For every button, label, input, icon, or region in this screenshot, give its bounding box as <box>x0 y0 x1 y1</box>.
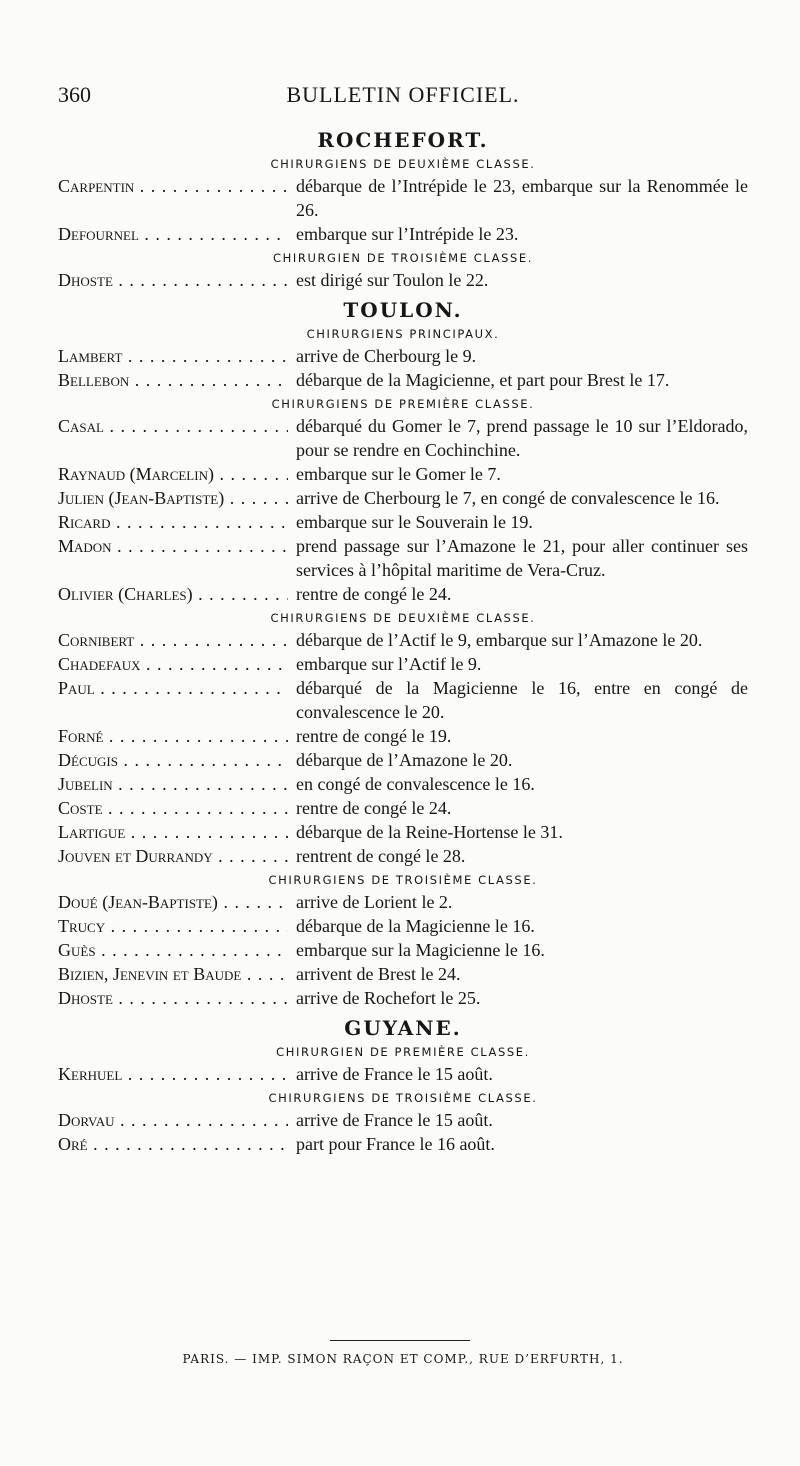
list-item <box>58 676 748 724</box>
surgeon-name: Casal . . . <box>58 414 288 462</box>
page-header <box>58 82 748 112</box>
surgeon-name: Madon . . . <box>58 534 288 582</box>
movement-text: débarqué de la Magicienne le 16, entre en congé de convalescence le 20. <box>296 678 748 722</box>
list-item <box>58 222 748 246</box>
movement-text: rentre de congé le 19. <box>296 726 452 746</box>
list-item <box>58 938 748 962</box>
list-item <box>58 820 748 844</box>
movement-text: arrive de France le 15 août. <box>296 1110 493 1130</box>
list-item <box>58 582 748 606</box>
surgeon-name: Trucy . . . <box>58 914 288 938</box>
list-item <box>58 986 748 1010</box>
list-item <box>58 796 748 820</box>
list-item <box>58 748 748 772</box>
surgeon-name: Dhoste . . . <box>58 986 288 1010</box>
movement-text: débarque de l’Intrépide le 23, embarque sur la Renommée le 26. <box>296 176 748 220</box>
surgeon-name: Lartigue . . . <box>58 820 288 844</box>
rank-heading: CHIRURGIENS DE DEUXIÈME CLASSE. <box>270 157 536 171</box>
movement-text: prend passage sur l’Amazone le 21, pour aller continuer ses services à l’hôpital maritime de Vera-Cruz. <box>296 536 748 580</box>
movement-text: arrive de France le 15 août. <box>296 1064 493 1084</box>
page-number: 360 <box>58 82 91 107</box>
port-heading: GUYANE. <box>344 1016 462 1040</box>
surgeon-name: Carpentin . . . <box>58 174 288 222</box>
surgeon-name: Olivier (Charles) . . . <box>58 582 288 606</box>
main-content <box>58 122 748 1156</box>
port-section <box>58 1016 748 1156</box>
surgeon-name: Chadefaux . . . <box>58 652 288 676</box>
movement-text: rentrent de congé le 28. <box>296 846 466 866</box>
list-item <box>58 844 748 868</box>
movement-text: arrive de Lorient le 2. <box>296 892 453 912</box>
list-item <box>58 174 748 222</box>
surgeon-name: Bizien, Jenevin et Baude . . . <box>58 962 288 986</box>
page-title: BULLETIN OFFICIEL. <box>286 82 520 107</box>
list-item <box>58 1062 748 1086</box>
list-item <box>58 510 748 534</box>
movement-text: embarque sur l’Actif le 9. <box>296 654 482 674</box>
list-item <box>58 1108 748 1132</box>
movement-text: débarque de l’Actif le 9, embarque sur l’Amazone le 20. <box>296 630 703 650</box>
surgeon-name: Raynaud (Marcelin) . . . <box>58 462 288 486</box>
surgeon-name: Dhoste . . . <box>58 268 288 292</box>
list-item <box>58 486 748 510</box>
rank-heading: CHIRURGIENS DE DEUXIÈME CLASSE. <box>270 611 536 625</box>
port-section <box>58 298 748 1010</box>
rank-heading: CHIRURGIEN DE PREMIÈRE CLASSE. <box>276 1045 530 1059</box>
surgeon-name: Bellebon . . . <box>58 368 288 392</box>
list-item <box>58 534 748 582</box>
movement-text: embarque sur l’Intrépide le 23. <box>296 224 519 244</box>
movement-text: est dirigé sur Toulon le 22. <box>296 270 489 290</box>
movement-text: arrive de Rochefort le 25. <box>296 988 481 1008</box>
movement-text: arrive de Cherbourg le 9. <box>296 346 477 366</box>
rank-heading: CHIRURGIENS PRINCIPAUX. <box>306 327 500 341</box>
list-item <box>58 628 748 652</box>
surgeon-name: Defournel . . . <box>58 222 288 246</box>
port-section <box>58 128 748 292</box>
surgeon-name: Dorvau . . . <box>58 1108 288 1132</box>
surgeon-name: Jouven et Durrandy . . . <box>58 844 288 868</box>
surgeon-name: Décugis . . . <box>58 748 288 772</box>
movement-text: débarque de la Magicienne le 16. <box>296 916 535 936</box>
port-heading: ROCHEFORT. <box>317 128 489 152</box>
movement-text: rentre de congé le 24. <box>296 798 452 818</box>
list-item <box>58 268 748 292</box>
list-item <box>58 344 748 368</box>
movement-text: embarque sur la Magicienne le 16. <box>296 940 545 960</box>
surgeon-name: Coste . . . <box>58 796 288 820</box>
rank-heading: CHIRURGIENS DE PREMIÈRE CLASSE. <box>271 397 535 411</box>
list-item <box>58 772 748 796</box>
movement-text: embarque sur le Gomer le 7. <box>296 464 501 484</box>
footer-divider <box>330 1340 470 1341</box>
surgeon-name: Forné . . . <box>58 724 288 748</box>
rank-heading: CHIRURGIENS DE TROISIÈME CLASSE. <box>268 873 538 887</box>
movement-text: débarque de la Magicienne, et part pour Brest le 17. <box>296 370 670 390</box>
surgeon-name: Julien (Jean-Baptiste) . . . <box>58 486 288 510</box>
surgeon-name: Cornibert . . . <box>58 628 288 652</box>
movement-text: embarque sur le Souverain le 19. <box>296 512 533 532</box>
surgeon-name: Paul . . . <box>58 676 288 724</box>
rank-heading: CHIRURGIENS DE TROISIÈME CLASSE. <box>268 1091 538 1105</box>
list-item <box>58 890 748 914</box>
list-item <box>58 1132 748 1156</box>
movement-text: rentre de congé le 24. <box>296 584 452 604</box>
movement-text: débarque de l’Amazone le 20. <box>296 750 513 770</box>
surgeon-name: Lambert . . . <box>58 344 288 368</box>
surgeon-name: Doué (Jean-Baptiste) . . . <box>58 890 288 914</box>
printer-imprint: PARIS. — IMP. SIMON RAÇON ET COMP., RUE D’ERFURTH, 1. <box>182 1352 624 1366</box>
port-heading: TOULON. <box>343 298 463 322</box>
surgeon-name: Kerhuel . . . <box>58 1062 288 1086</box>
movement-text: débarque de la Reine-Hortense le 31. <box>296 822 563 842</box>
list-item <box>58 914 748 938</box>
list-item <box>58 724 748 748</box>
list-item <box>58 652 748 676</box>
list-item <box>58 414 748 462</box>
movement-text: arrive de Cherbourg le 7, en congé de convalescence le 16. <box>296 488 720 508</box>
surgeon-name: Ricard . . . <box>58 510 288 534</box>
surgeon-name: Oré . . . <box>58 1132 288 1156</box>
list-item <box>58 462 748 486</box>
movement-text: débarqué du Gomer le 7, prend passage le 10 sur l’Eldorado, pour se rendre en Cochinchine. <box>296 416 748 460</box>
surgeon-name: Guès . . . <box>58 938 288 962</box>
list-item <box>58 368 748 392</box>
list-item <box>58 962 748 986</box>
surgeon-name: Jubelin . . . <box>58 772 288 796</box>
movement-text: part pour France le 16 août. <box>296 1134 495 1154</box>
movement-text: arrivent de Brest le 24. <box>296 964 461 984</box>
rank-heading: CHIRURGIEN DE TROISIÈME CLASSE. <box>272 251 534 265</box>
movement-text: en congé de convalescence le 16. <box>296 774 535 794</box>
